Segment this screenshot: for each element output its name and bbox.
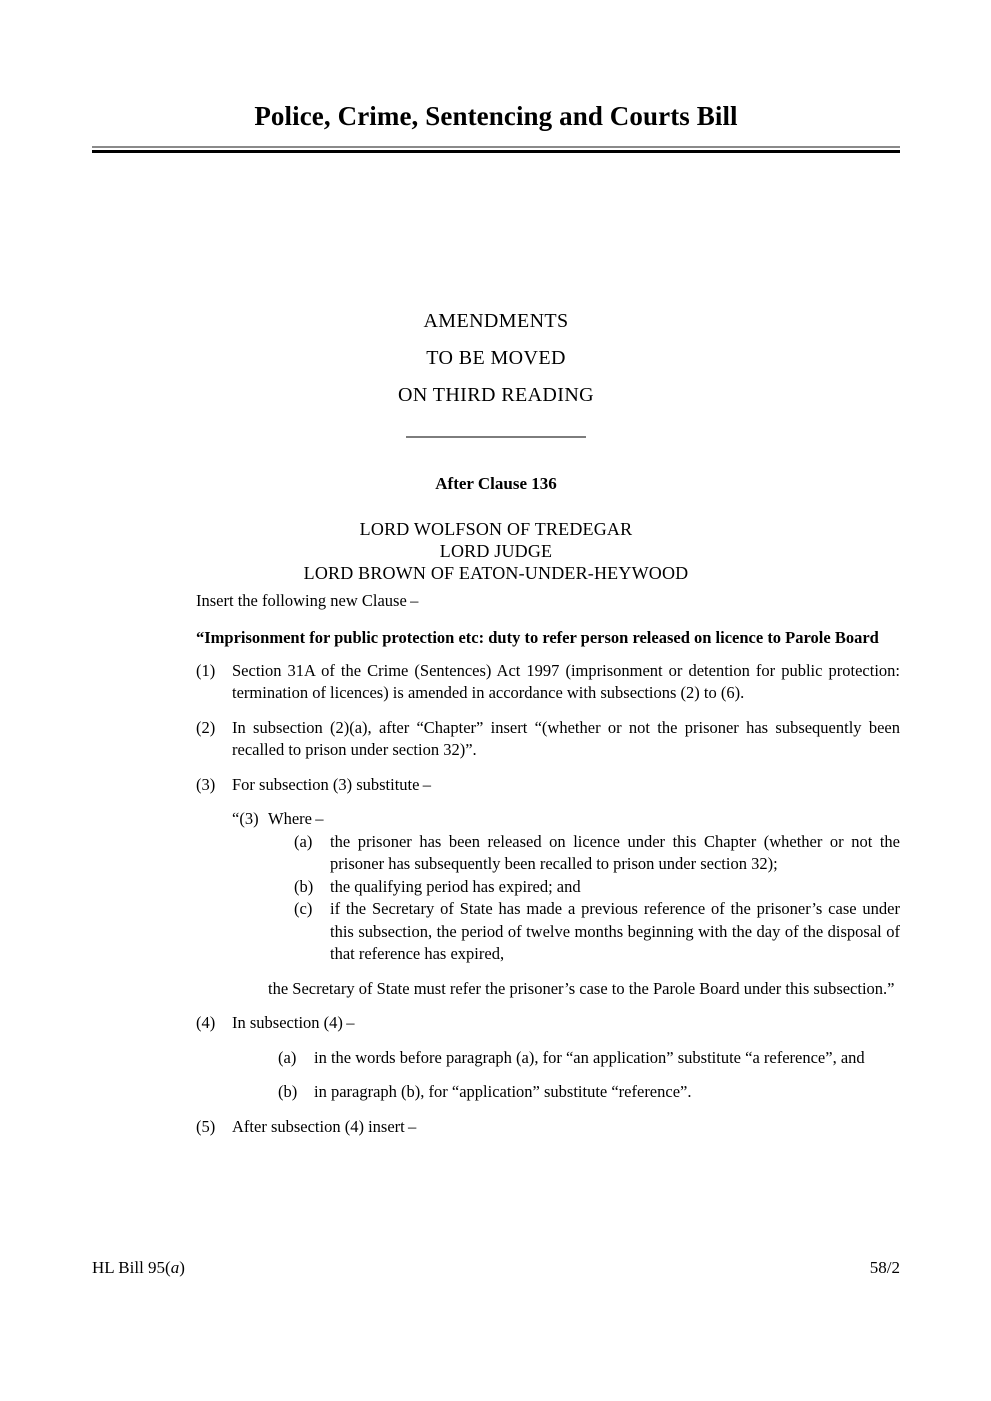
heading-to-be-moved: TO BE MOVED — [426, 347, 566, 369]
sponsor-name: LORD BROWN OF EATON-UNDER-HEYWOOD — [303, 563, 689, 583]
document-headings — [92, 303, 900, 438]
subsection-4-paragraph-a — [196, 1047, 900, 1070]
paragraph-text: if the Secretary of State has made a previous reference of the prisoner’s case under this subsection, the period of twelve months beginning with the day of the disposal of that reference has expired, — [330, 899, 900, 963]
subsection-1 — [196, 660, 900, 705]
subsection-text: Section 31A of the Crime (Sentences) Act 1997 (imprisonment or detention for public protection: termination of licences) is amended in accordance with subsections (2) to (6). — [232, 660, 900, 702]
paragraph-letter: (a) — [278, 1047, 297, 1067]
sponsor-name: LORD JUDGE — [439, 541, 553, 561]
subsection-number: (5) — [196, 1116, 216, 1136]
quoted-paragraph-a — [196, 831, 900, 876]
subsection-number: (3) — [196, 774, 216, 794]
subsection-number: (1) — [196, 660, 216, 680]
masthead — [92, 100, 900, 153]
new-clause-title: “Imprisonment for public protection etc: duty to refer person released on licence to Parole Board — [196, 627, 879, 647]
insert-instruction: Insert the following new Clause – — [196, 591, 419, 610]
sponsor-list — [92, 518, 900, 584]
paragraph-text: the prisoner has been released on licence under this Chapter (whether or not the prisoner has subsequently been recalled to prison under section 32); — [330, 831, 900, 873]
bill-number-italic: a — [170, 1258, 180, 1277]
subsection-text: In subsection (2)(a), after “Chapter” insert “(whether or not the prisoner has subsequently been recalled to prison under section 32)”. — [232, 717, 900, 759]
amendment-body — [196, 590, 900, 1150]
clause-heading: After Clause 136 — [435, 474, 557, 493]
bill-number — [92, 1258, 185, 1278]
paragraph-text: in the words before paragraph (a), for “an application” substitute “a reference”, and — [314, 1047, 865, 1067]
subsection-number: (2) — [196, 717, 216, 737]
subsection-4-paragraph-b — [196, 1081, 900, 1104]
subsection-5 — [196, 1116, 900, 1139]
paragraph-letter: (a) — [294, 831, 313, 851]
subsection-text: For subsection (3) substitute – — [232, 774, 431, 794]
quoted-paragraph-c — [196, 898, 900, 966]
quoted-subsection-lead — [196, 808, 900, 831]
bill-number-prefix: HL Bill 95( — [92, 1258, 171, 1277]
paragraph-text: in paragraph (b), for “application” substitute “reference”. — [314, 1082, 692, 1101]
heading-on-third-reading: ON THIRD READING — [397, 384, 595, 406]
quoted-paragraph-b — [196, 876, 900, 899]
sponsor-name: LORD WOLFSON OF TREDEGAR — [359, 519, 633, 539]
quoted-subsection-number: “(3) — [232, 809, 259, 828]
page-reference: 58/2 — [869, 1258, 900, 1277]
paragraph-letter: (b) — [294, 876, 314, 896]
subsection-3 — [196, 774, 900, 797]
quoted-subsection-leadin: Where – — [268, 809, 324, 828]
subsection-number: (4) — [196, 1013, 216, 1032]
paragraph-letter: (c) — [294, 899, 313, 918]
bill-number-suffix: ) — [179, 1258, 185, 1277]
heading-amendments: AMENDMENTS — [423, 310, 569, 332]
page-footer — [92, 1258, 900, 1278]
subsection-2 — [196, 717, 900, 762]
subsection-text: After subsection (4) insert – — [232, 1116, 417, 1136]
paragraph-text: the qualifying period has expired; and — [330, 876, 581, 896]
section-divider-rule — [406, 436, 586, 438]
paragraph-letter: (b) — [278, 1082, 298, 1101]
header-rule-thick — [92, 150, 900, 153]
quoted-subsection-closing: the Secretary of State must refer the prisoner’s case to the Parole Board under this subsection.” — [268, 978, 895, 998]
bill-title: Police, Crime, Sentencing and Courts Bill — [254, 101, 738, 131]
subsection-text: In subsection (4) – — [232, 1013, 355, 1032]
header-double-rule — [92, 146, 900, 153]
subsection-4 — [196, 1012, 900, 1035]
